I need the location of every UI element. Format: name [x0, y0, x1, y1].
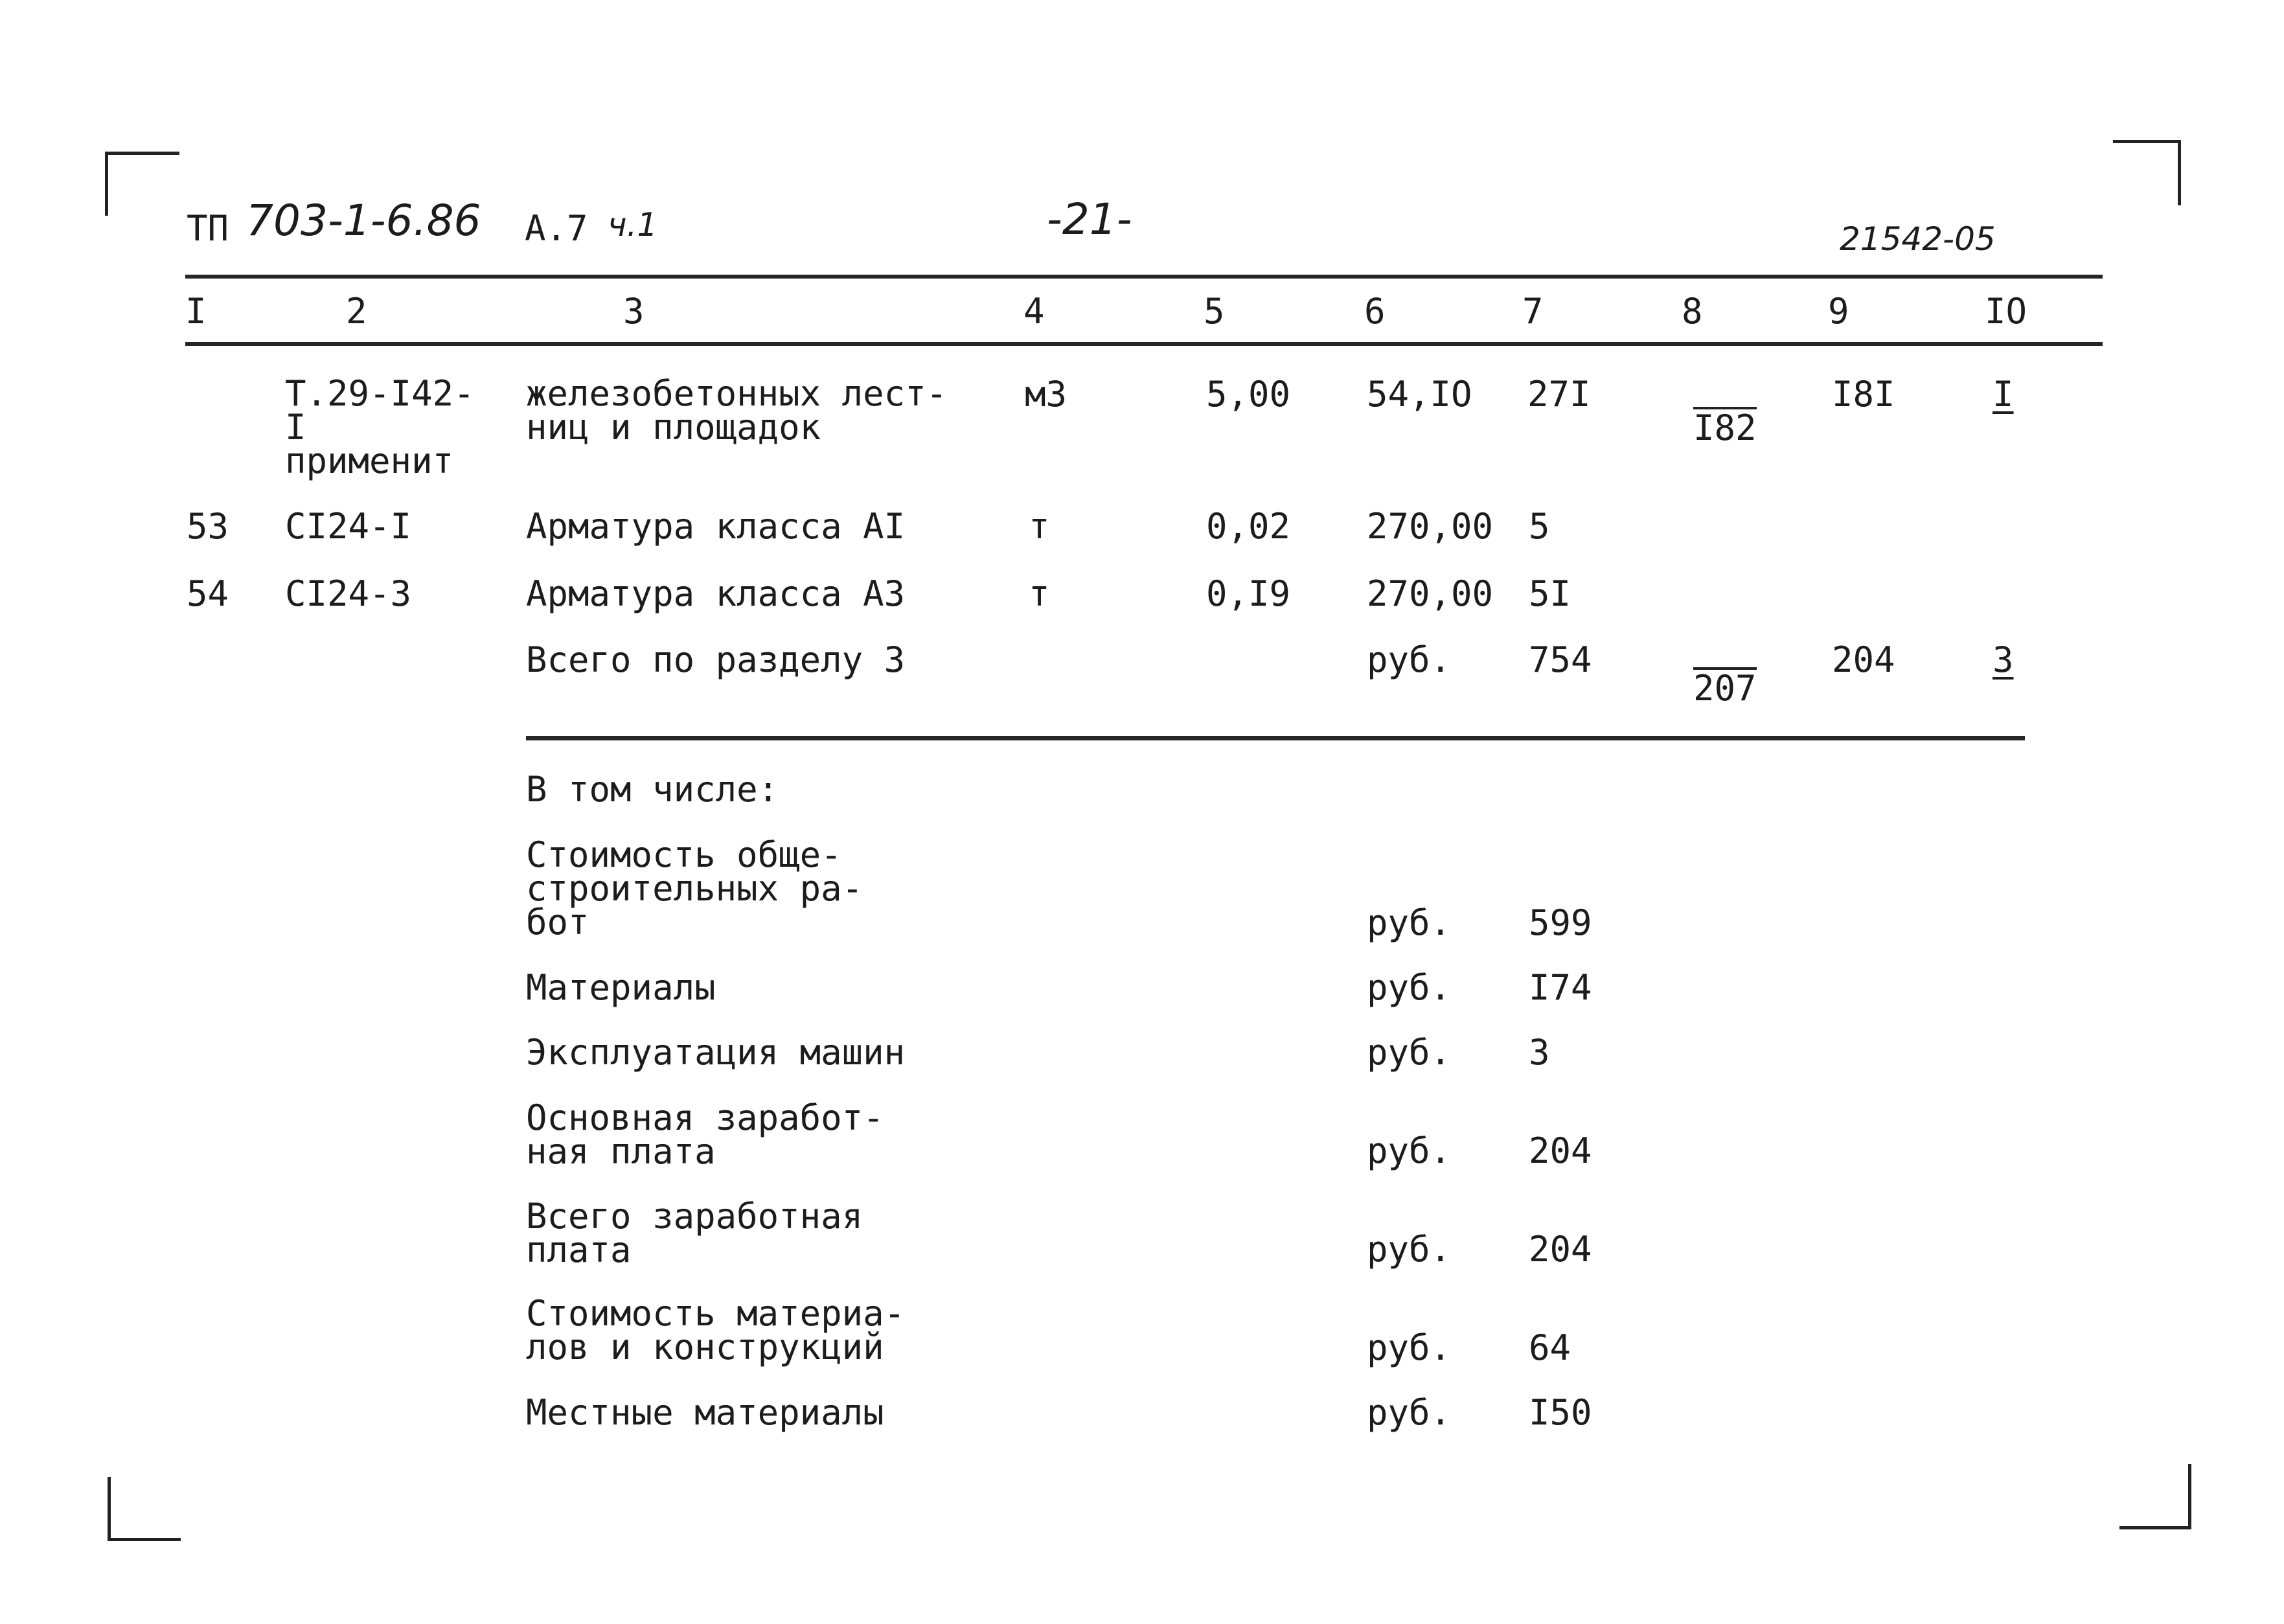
breakdown-label-line: Стоимость материа- — [526, 1293, 906, 1334]
breakdown-label — [526, 1097, 884, 1172]
row-code — [285, 373, 475, 481]
breakdown-heading: В том числе: — [526, 769, 779, 810]
column-number: 6 — [1364, 291, 1386, 332]
breakdown-label: Местные материалы — [526, 1392, 884, 1433]
breakdown-unit: руб. — [1367, 1392, 1452, 1433]
row-col8-value: I82 — [1693, 407, 1757, 448]
row-code: СI24-I — [285, 506, 412, 547]
column-number: I — [185, 291, 207, 332]
breakdown-unit: руб. — [1367, 1032, 1452, 1073]
breakdown-unit: руб. — [1367, 967, 1452, 1008]
series-printed: ТП — [187, 208, 229, 249]
row-name-line: ниц и площадок — [526, 407, 821, 448]
row-number: 54 — [187, 573, 229, 614]
page-number: -21- — [1047, 194, 1132, 244]
section-rule — [526, 736, 2025, 740]
breakdown-label-line: Стоимость обще- — [526, 834, 842, 875]
breakdown-label-line: ная плата — [526, 1131, 716, 1172]
header-rule-top — [185, 275, 2103, 279]
section-total-label: Всего по разделу 3 — [526, 639, 906, 680]
column-number: 4 — [1023, 291, 1045, 332]
row-col10-value: I — [1993, 374, 2014, 415]
breakdown-value: I74 — [1529, 967, 1592, 1008]
breakdown-unit: руб. — [1367, 1327, 1452, 1368]
row-unit: т — [1029, 506, 1050, 547]
breakdown-unit: руб. — [1367, 1130, 1452, 1171]
album-printed: А.7 — [525, 208, 588, 249]
breakdown-label-line: строительных ра- — [526, 868, 863, 909]
breakdown-label: Материалы — [526, 967, 716, 1008]
album-handwritten: ч.1 — [608, 206, 658, 244]
section-total-col8: 207 — [1693, 668, 1757, 709]
breakdown-label-line: бот — [526, 902, 589, 943]
breakdown-label — [526, 1293, 906, 1367]
section-total-unit: руб. — [1367, 639, 1452, 680]
row-unit: м3 — [1025, 374, 1068, 415]
row-total: 5 — [1529, 506, 1550, 547]
column-number: 9 — [1828, 291, 1849, 332]
series-handwritten: 703-1-6.86 — [246, 196, 481, 246]
row-name: Арматура класса А3 — [526, 573, 906, 614]
row-quantity: 5,00 — [1206, 374, 1291, 415]
row-number: 53 — [187, 506, 229, 547]
section-total-value: 754 — [1529, 639, 1592, 680]
row-total: 5I — [1529, 573, 1571, 614]
column-number: IO — [1985, 291, 2027, 332]
corner-mark-top-right — [2113, 140, 2181, 205]
breakdown-label-line: плата — [526, 1229, 632, 1270]
breakdown-label — [526, 1196, 863, 1270]
breakdown-label-line: лов и конструкций — [526, 1327, 884, 1367]
breakdown-value: I50 — [1529, 1392, 1592, 1433]
row-name: Арматура класса АI — [526, 506, 906, 547]
breakdown-value: 3 — [1529, 1032, 1550, 1073]
row-col9-value: I8I — [1832, 374, 1895, 415]
column-number: 2 — [346, 291, 367, 332]
breakdown-label-line: Всего заработная — [526, 1196, 863, 1237]
row-code-line: I — [285, 407, 306, 448]
row-code-line: применит — [285, 440, 454, 481]
breakdown-value: 204 — [1529, 1130, 1592, 1171]
row-total: 27I — [1527, 374, 1591, 415]
section-total-col10: 3 — [1993, 639, 2014, 680]
row-name-line: железобетонных лест- — [526, 373, 948, 414]
section-total-col9: 204 — [1832, 639, 1895, 680]
breakdown-unit: руб. — [1367, 1229, 1452, 1270]
breakdown-value: 64 — [1529, 1327, 1571, 1368]
row-name — [526, 373, 948, 448]
breakdown-value: 599 — [1529, 902, 1592, 943]
column-number: 8 — [1682, 291, 1703, 332]
breakdown-value: 204 — [1529, 1229, 1592, 1270]
breakdown-label-line: Основная заработ- — [526, 1097, 884, 1138]
row-unit-price: 270,00 — [1367, 573, 1494, 614]
header-rule-bottom — [185, 342, 2103, 346]
document-code: 21542-05 — [1840, 220, 1996, 258]
row-quantity: 0,I9 — [1206, 573, 1291, 614]
corner-mark-top-left — [105, 152, 179, 216]
corner-mark-bottom-left — [108, 1477, 181, 1541]
column-number: 7 — [1522, 291, 1544, 332]
row-code-line: Т.29-I42- — [285, 373, 475, 414]
row-unit-price: 54,IO — [1367, 374, 1472, 415]
row-unit: т — [1029, 573, 1050, 614]
breakdown-label: Эксплуатация машин — [526, 1032, 906, 1073]
row-quantity: 0,02 — [1206, 506, 1291, 547]
row-code: СI24-3 — [285, 573, 412, 614]
column-number: 5 — [1204, 291, 1225, 332]
row-unit-price: 270,00 — [1367, 506, 1494, 547]
corner-mark-bottom-right — [2119, 1464, 2191, 1529]
column-number: 3 — [623, 291, 645, 332]
breakdown-label — [526, 834, 863, 943]
breakdown-unit: руб. — [1367, 902, 1452, 943]
